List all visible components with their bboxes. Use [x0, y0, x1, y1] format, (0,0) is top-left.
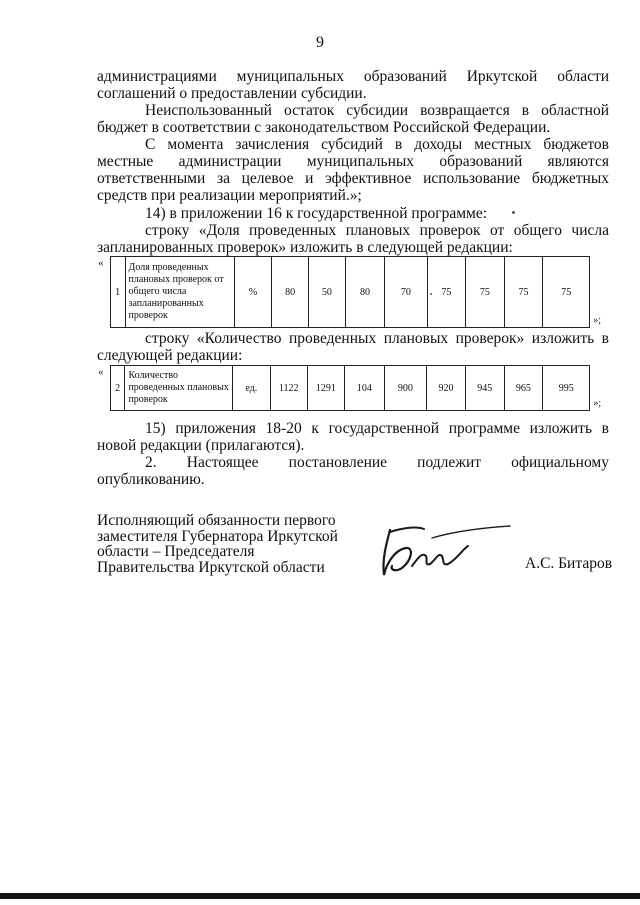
page-number: 9	[316, 34, 324, 51]
paragraph-6: строку «Количество проведенных плановых проверок» изложить в следующей редакции:	[97, 330, 609, 364]
value-cell: 945	[465, 366, 504, 411]
paragraph-2: Неиспользованный остаток субсидии возвращается в областной бюджет в соответствии с законодательством Российской Федерации.	[97, 102, 609, 136]
paragraph-1-line-1	[97, 68, 609, 85]
value-cell: 75	[466, 257, 505, 328]
paragraph-7: 15) приложения 18-20 к государственной программе изложить в новой редакции (прилагаются).	[97, 420, 609, 454]
table-row	[96, 366, 607, 411]
scan-speck	[430, 293, 432, 295]
word: муниципальных	[236, 68, 344, 85]
open-quote: «	[98, 256, 104, 269]
word: Иркутской	[466, 68, 538, 85]
indicator-name: Количество проведенных плановых проверок	[125, 366, 233, 411]
signatory-position	[97, 513, 338, 575]
value-cell: 995	[543, 366, 590, 411]
row-number: 2	[110, 366, 125, 411]
scan-bottom-edge	[0, 893, 640, 899]
paragraph-1	[97, 68, 609, 102]
position-line: заместителя Губернатора Иркутской	[97, 527, 338, 545]
table-row-2	[96, 365, 607, 411]
value-cell: 80	[345, 257, 385, 328]
table-row-1	[96, 256, 607, 328]
value-cell: 1122	[270, 366, 307, 411]
open-quote: «	[98, 365, 104, 378]
value-cell: 70	[385, 257, 427, 328]
scan-speck	[512, 211, 515, 214]
table-row	[96, 257, 607, 328]
unit-cell: %	[234, 257, 272, 328]
row-number: 1	[110, 257, 125, 328]
word: администрациями	[97, 68, 217, 85]
value-cell: 965	[504, 366, 543, 411]
position-line: Исполняющий обязанности первого	[97, 512, 336, 529]
signer-name: А.С. Битаров	[525, 555, 613, 572]
close-quote: »;	[593, 397, 602, 409]
handwritten-signature	[372, 520, 512, 582]
value-cell: 75	[504, 257, 543, 328]
value-cell: 80	[272, 257, 309, 328]
close-quote: »;	[593, 314, 602, 326]
word: области	[557, 68, 610, 85]
unit-cell: ед.	[233, 366, 271, 411]
indicator-name: Доля проведенных плановых проверок от общего числа запланированных проверок	[125, 257, 234, 328]
value-cell: 1291	[307, 366, 344, 411]
value-cell: 50	[308, 257, 345, 328]
value-cell: 75	[427, 257, 466, 328]
value-cell: 104	[345, 366, 385, 411]
paragraph-3: С момента зачисления субсидий в доходы местных бюджетов местные администрации муниципальных образований являются ответственными за целевое и эффективное использование бюджетных средств при реализации мероприятий.»;	[97, 136, 609, 204]
paragraph-1-line-2: соглашений о предоставлении субсидии.	[97, 85, 367, 102]
paragraph-5: строку «Доля проведенных плановых проверок от общего числа запланированных проверок» изложить в следующей редакции:	[97, 222, 609, 256]
paragraph-8: 2. Настоящее постановление подлежит официальному опубликованию.	[97, 454, 609, 488]
value-cell: 900	[384, 366, 426, 411]
value-cell: 920	[427, 366, 466, 411]
value-cell: 75	[543, 257, 590, 328]
position-line: области – Председателя	[97, 543, 255, 560]
word: образований	[363, 68, 447, 85]
paragraph-4: 14) в приложении 16 к государственной программе:	[145, 205, 488, 222]
position-line: Правительства Иркутской области	[97, 558, 325, 576]
